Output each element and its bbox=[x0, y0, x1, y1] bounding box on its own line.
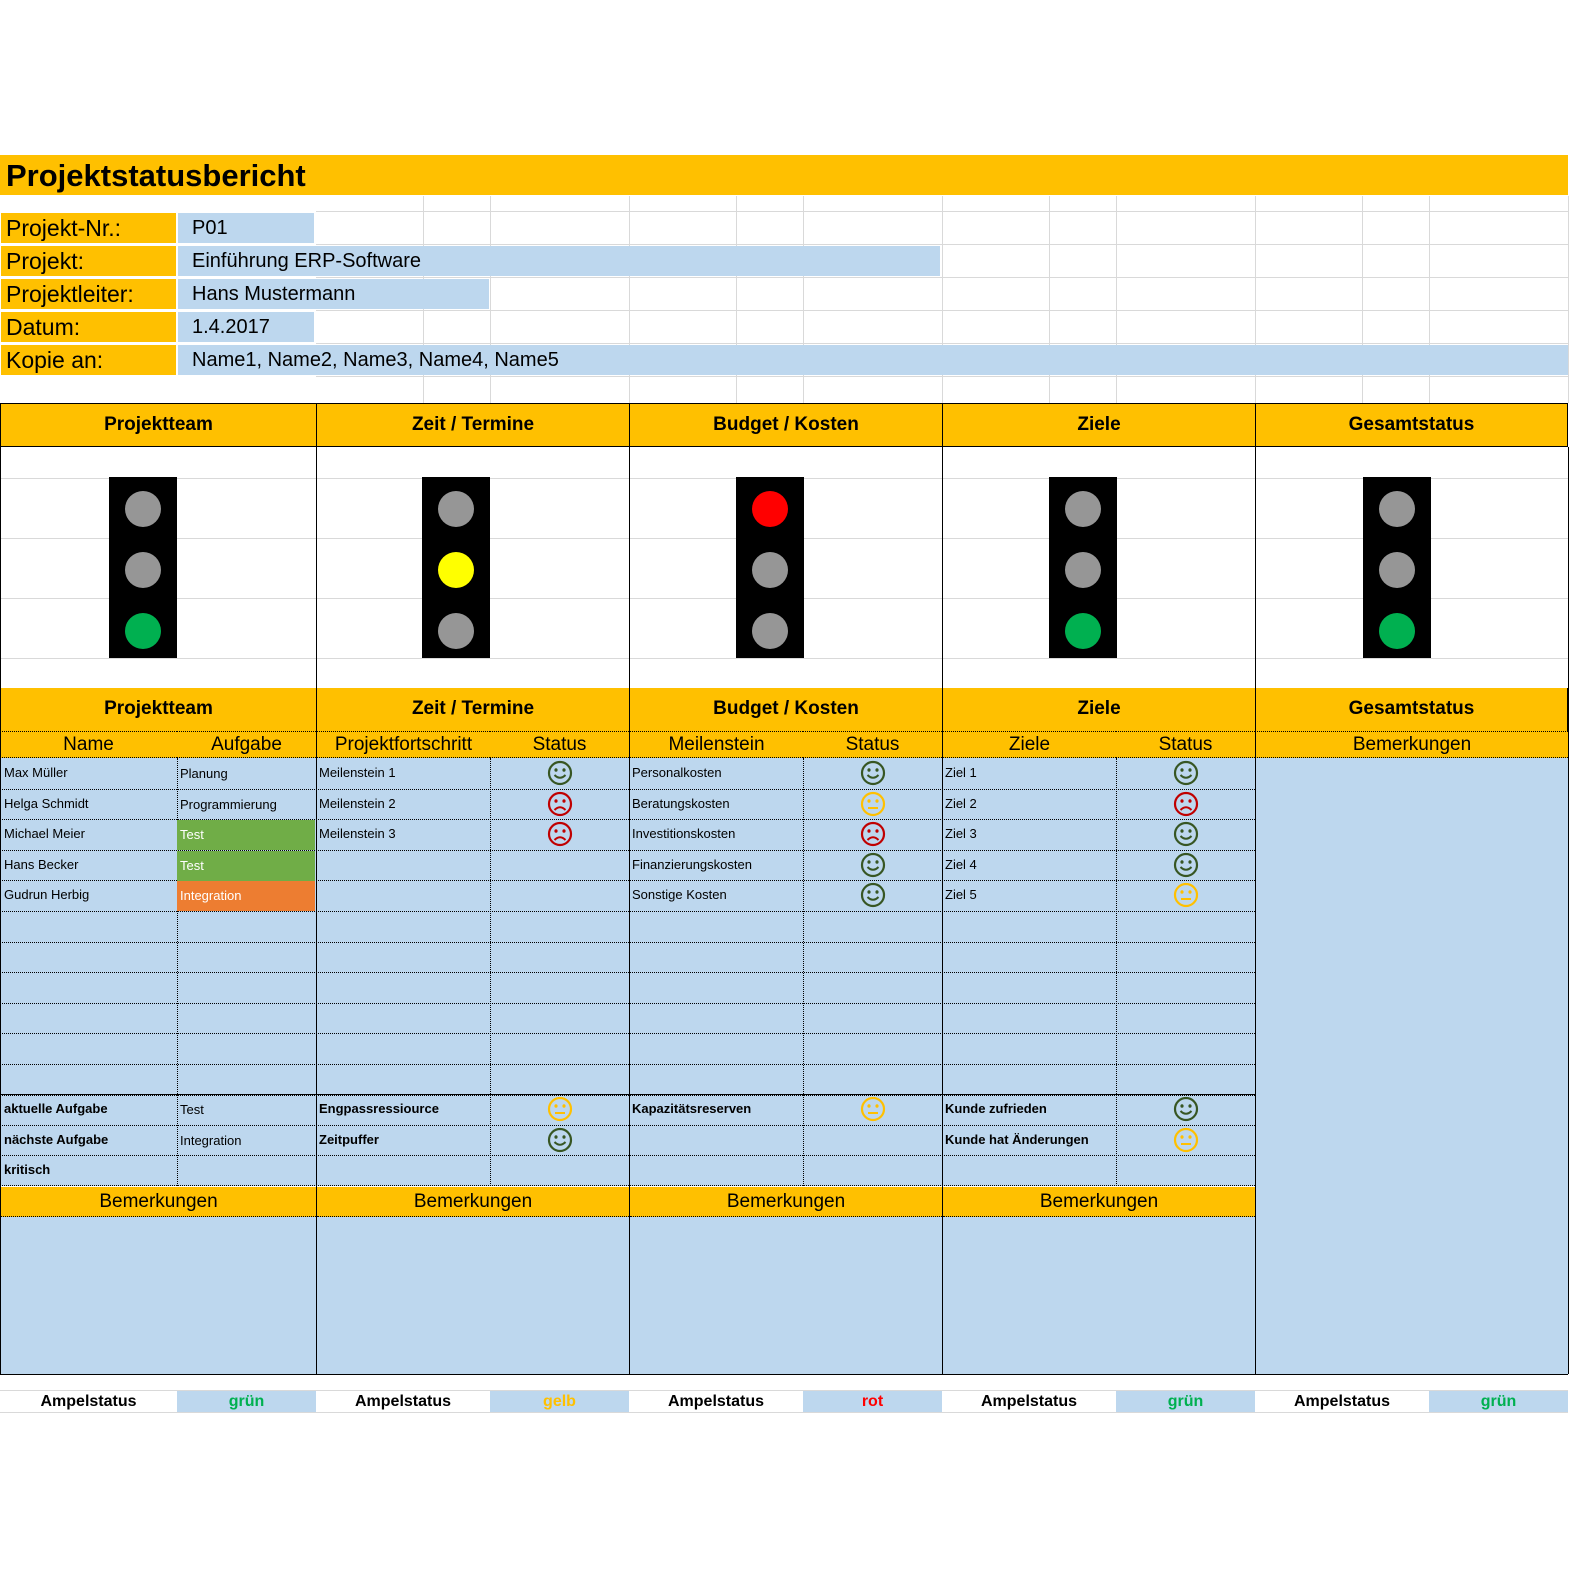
section-divider bbox=[1255, 688, 1256, 1374]
status-cell bbox=[1117, 819, 1254, 849]
section-divider bbox=[1568, 688, 1569, 1374]
cost-label bbox=[629, 789, 802, 819]
row-line bbox=[0, 942, 1255, 943]
ampel-status-value bbox=[177, 1391, 316, 1412]
info-value-text: Einführung ERP-Software bbox=[192, 250, 422, 272]
team-member-task-text: Planung bbox=[180, 766, 228, 781]
row-line bbox=[0, 972, 1255, 973]
cost-label bbox=[629, 880, 802, 910]
ampel-status-label bbox=[942, 1391, 1116, 1412]
lamp-green bbox=[125, 613, 161, 649]
traffic-header bbox=[942, 403, 1255, 447]
info-label bbox=[1, 246, 176, 276]
cost-label-text: Finanzierungskosten bbox=[632, 857, 752, 872]
lamp-red bbox=[752, 491, 788, 527]
traffic-header bbox=[1255, 403, 1568, 447]
neutral-smiley-icon bbox=[1173, 1127, 1199, 1153]
title-bar bbox=[0, 155, 1568, 195]
cost-label bbox=[629, 819, 802, 849]
detail-header bbox=[1255, 688, 1568, 732]
info-label bbox=[1, 213, 176, 243]
column-header bbox=[490, 731, 629, 758]
summary-label bbox=[1, 1155, 176, 1185]
section-divider bbox=[0, 447, 1, 688]
summary-label-text: Kunde zufrieden bbox=[945, 1101, 1047, 1116]
status-cell bbox=[804, 850, 941, 880]
column-header-label: Aufgabe bbox=[211, 734, 282, 755]
traffic-header bbox=[0, 403, 316, 447]
summary-label-text: Kapazitätsreserven bbox=[632, 1101, 752, 1116]
team-member-name bbox=[1, 850, 176, 880]
ampel-status-label-text: Ampelstatus bbox=[980, 1393, 1078, 1410]
summary-label bbox=[316, 1125, 489, 1155]
remarks-area[interactable] bbox=[1, 1217, 316, 1374]
team-member-task bbox=[177, 759, 315, 789]
happy-smiley-icon bbox=[860, 760, 886, 786]
info-label-text: Kopie an: bbox=[6, 347, 104, 373]
cost-label bbox=[629, 850, 802, 880]
cost-label-text: Investitionskosten bbox=[632, 826, 736, 841]
row-line bbox=[0, 1064, 1255, 1065]
traffic-light bbox=[109, 477, 177, 658]
goal-label bbox=[942, 850, 1115, 880]
summary-label bbox=[1, 1094, 176, 1124]
goal-label bbox=[942, 880, 1115, 910]
status-cell bbox=[491, 1094, 628, 1124]
row-line bbox=[0, 911, 1255, 912]
summary-label-text: kritisch bbox=[4, 1162, 51, 1177]
status-cell bbox=[491, 1125, 628, 1155]
detail-header-label: Budget / Kosten bbox=[713, 698, 859, 719]
ampel-status-value bbox=[803, 1391, 942, 1412]
traffic-light bbox=[422, 477, 490, 658]
info-value-text: P01 bbox=[192, 217, 228, 239]
ampel-status-value bbox=[1116, 1391, 1255, 1412]
neutral-smiley-icon bbox=[547, 1096, 573, 1122]
team-member-name-text: Hans Becker bbox=[4, 857, 79, 872]
summary-label bbox=[942, 1125, 1115, 1155]
happy-smiley-icon bbox=[860, 882, 886, 908]
column-header bbox=[803, 731, 942, 758]
summary-value bbox=[177, 1156, 315, 1186]
column-header-label: Meilenstein bbox=[668, 734, 765, 755]
column-header-label: Name bbox=[63, 734, 114, 755]
remarks-header bbox=[943, 1187, 1255, 1217]
remarks-area[interactable] bbox=[317, 1217, 629, 1374]
neutral-smiley-icon bbox=[1173, 882, 1199, 908]
status-cell bbox=[1117, 850, 1254, 880]
status-cell bbox=[1117, 789, 1254, 819]
status-cell bbox=[804, 880, 941, 910]
happy-smiley-icon bbox=[1173, 760, 1199, 786]
traffic-header bbox=[316, 403, 629, 447]
ampel-status-value-text: grün bbox=[1480, 1393, 1517, 1410]
ampel-status-value-text: grün bbox=[228, 1393, 265, 1410]
status-cell bbox=[1117, 1125, 1254, 1155]
lamp-off bbox=[438, 613, 474, 649]
detail-header-label: Projektteam bbox=[104, 698, 213, 719]
column-header bbox=[177, 731, 316, 758]
cell-gridline bbox=[0, 1412, 1568, 1413]
team-member-name-text: Max Müller bbox=[4, 765, 68, 780]
summary-label-text: aktuelle Aufgabe bbox=[4, 1101, 108, 1116]
detail-header-label: Gesamtstatus bbox=[1348, 698, 1475, 719]
detail-header bbox=[316, 688, 629, 732]
lamp-off bbox=[438, 491, 474, 527]
lamp-off bbox=[1379, 552, 1415, 588]
cost-label-text: Personalkosten bbox=[632, 765, 722, 780]
team-member-task bbox=[177, 790, 315, 820]
info-value-field[interactable] bbox=[178, 279, 489, 309]
lamp-green bbox=[1379, 613, 1415, 649]
info-label-text: Datum: bbox=[6, 314, 81, 340]
summary-value bbox=[177, 1126, 315, 1156]
column-header bbox=[0, 731, 177, 758]
milestone-label bbox=[316, 758, 489, 788]
info-value-text: Hans Mustermann bbox=[192, 283, 356, 305]
ampel-status-label-text: Ampelstatus bbox=[1293, 1393, 1391, 1410]
milestone-label-text: Meilenstein 3 bbox=[319, 826, 396, 841]
team-member-name bbox=[1, 819, 176, 849]
milestone-label bbox=[316, 789, 489, 819]
cost-label-text: Sonstige Kosten bbox=[632, 887, 727, 902]
goal-label-text: Ziel 4 bbox=[945, 857, 977, 872]
goal-label-text: Ziel 3 bbox=[945, 826, 977, 841]
ampel-status-value-text: rot bbox=[861, 1393, 884, 1410]
milestone-label bbox=[316, 819, 489, 849]
traffic-header bbox=[629, 403, 942, 447]
remarks-header-label: Bemerkungen bbox=[726, 1191, 846, 1212]
traffic-light bbox=[736, 477, 804, 658]
team-member-name-text: Helga Schmidt bbox=[4, 796, 89, 811]
status-cell bbox=[491, 758, 628, 788]
remarks-area[interactable] bbox=[943, 1217, 1255, 1374]
team-member-name-text: Michael Meier bbox=[4, 826, 85, 841]
cost-label-text: Beratungskosten bbox=[632, 796, 730, 811]
column-header bbox=[942, 731, 1116, 758]
lamp-off bbox=[752, 613, 788, 649]
neutral-smiley-icon bbox=[860, 1096, 886, 1122]
info-label-text: Projektleiter: bbox=[6, 281, 134, 307]
info-label bbox=[1, 279, 176, 309]
summary-label bbox=[316, 1094, 489, 1124]
detail-header-label: Zeit / Termine bbox=[411, 698, 535, 719]
team-member-task-text: Test bbox=[180, 858, 204, 873]
happy-smiley-icon bbox=[1173, 852, 1199, 878]
sad-smiley-icon bbox=[547, 791, 573, 817]
lamp-off bbox=[1065, 552, 1101, 588]
ampel-status-label-text: Ampelstatus bbox=[354, 1393, 452, 1410]
ampel-status-label-text: Ampelstatus bbox=[667, 1393, 765, 1410]
summary-label-text: Zeitpuffer bbox=[319, 1132, 379, 1147]
ampel-status-value bbox=[490, 1391, 629, 1412]
summary-value bbox=[177, 1095, 315, 1125]
lamp-off bbox=[125, 552, 161, 588]
column-header bbox=[629, 731, 803, 758]
sad-smiley-icon bbox=[547, 821, 573, 847]
column-header-label: Bemerkungen bbox=[1352, 734, 1472, 755]
traffic-header-label: Zeit / Termine bbox=[411, 414, 535, 435]
status-cell bbox=[491, 819, 628, 849]
overall-remarks-area[interactable] bbox=[1256, 758, 1568, 1374]
remarks-header-label: Bemerkungen bbox=[99, 1191, 218, 1212]
info-label bbox=[1, 312, 176, 342]
ampel-status-value-text: gelb bbox=[543, 1393, 576, 1410]
team-member-task-text: Integration bbox=[180, 888, 242, 903]
summary-value-text: Test bbox=[180, 1102, 204, 1117]
page-title: Projektstatusbericht bbox=[6, 158, 306, 193]
info-value-text: 1.4.2017 bbox=[192, 316, 270, 338]
team-member-task-text: Programmierung bbox=[180, 797, 277, 812]
ampel-status-label bbox=[629, 1391, 803, 1412]
summary-label bbox=[1, 1125, 176, 1155]
lamp-off bbox=[1065, 491, 1101, 527]
detail-header bbox=[0, 688, 316, 732]
traffic-header-label: Budget / Kosten bbox=[713, 414, 859, 435]
milestone-label-text: Meilenstein 2 bbox=[319, 796, 396, 811]
info-value-text: Name1, Name2, Name3, Name4, Name5 bbox=[192, 349, 559, 371]
column-header bbox=[316, 731, 490, 758]
happy-smiley-icon bbox=[547, 760, 573, 786]
traffic-light bbox=[1363, 477, 1431, 658]
column-header bbox=[1116, 731, 1255, 758]
status-cell bbox=[491, 789, 628, 819]
lamp-yellow bbox=[438, 552, 474, 588]
lamp-off bbox=[1379, 491, 1415, 527]
ampel-status-label bbox=[1255, 1391, 1429, 1412]
column-header-label: Ziele bbox=[1008, 734, 1051, 755]
section-divider bbox=[316, 447, 317, 688]
info-value-field[interactable] bbox=[178, 246, 940, 276]
remarks-header bbox=[1, 1187, 316, 1217]
column-header-label: Projektfortschritt bbox=[334, 734, 473, 755]
happy-smiley-icon bbox=[860, 852, 886, 878]
section-divider bbox=[942, 447, 943, 688]
lamp-off bbox=[125, 491, 161, 527]
ampel-status-value-text: grün bbox=[1167, 1393, 1204, 1410]
happy-smiley-icon bbox=[547, 1127, 573, 1153]
remarks-header-label: Bemerkungen bbox=[413, 1191, 533, 1212]
goal-label-text: Ziel 1 bbox=[945, 765, 977, 780]
ampel-status-label bbox=[316, 1391, 490, 1412]
team-member-name bbox=[1, 758, 176, 788]
summary-value-text: Integration bbox=[180, 1133, 242, 1148]
team-member-task bbox=[177, 820, 315, 850]
ampel-status-label bbox=[0, 1391, 177, 1412]
row-line bbox=[0, 1033, 1255, 1034]
detail-header-label: Ziele bbox=[1077, 698, 1121, 719]
section-divider bbox=[0, 1374, 1568, 1375]
status-cell bbox=[1117, 758, 1254, 788]
remarks-area[interactable] bbox=[630, 1217, 942, 1374]
row-line bbox=[0, 1003, 1255, 1004]
status-cell bbox=[804, 819, 941, 849]
info-value-field[interactable] bbox=[178, 312, 314, 342]
team-member-task-text: Test bbox=[180, 827, 204, 842]
section-divider bbox=[1568, 447, 1569, 688]
status-cell bbox=[1117, 880, 1254, 910]
traffic-light bbox=[1049, 477, 1117, 658]
goal-label bbox=[942, 758, 1115, 788]
column-header-label: Status bbox=[532, 734, 587, 755]
traffic-header-label: Projektteam bbox=[104, 414, 213, 435]
remarks-header bbox=[317, 1187, 629, 1217]
summary-label-text: Kunde hat Änderungen bbox=[945, 1132, 1089, 1147]
column-header-label: Status bbox=[1158, 734, 1213, 755]
sad-smiley-icon bbox=[860, 821, 886, 847]
team-member-task bbox=[177, 881, 315, 911]
cost-label bbox=[629, 758, 802, 788]
milestone-label-text: Meilenstein 1 bbox=[319, 765, 396, 780]
detail-header bbox=[629, 688, 942, 732]
info-value-field[interactable] bbox=[178, 213, 314, 243]
team-member-task bbox=[177, 851, 315, 881]
lamp-off bbox=[752, 552, 788, 588]
info-label-text: Projekt: bbox=[6, 248, 84, 274]
status-cell bbox=[804, 1094, 941, 1124]
traffic-header-label: Ziele bbox=[1077, 414, 1121, 435]
team-member-name-text: Gudrun Herbig bbox=[4, 887, 90, 902]
goal-label bbox=[942, 789, 1115, 819]
goal-label-text: Ziel 5 bbox=[945, 887, 977, 902]
happy-smiley-icon bbox=[1173, 1096, 1199, 1122]
status-cell bbox=[804, 758, 941, 788]
detail-header bbox=[942, 688, 1255, 732]
cell-gridline bbox=[1568, 196, 1569, 403]
happy-smiley-icon bbox=[1173, 821, 1199, 847]
remarks-header-label: Bemerkungen bbox=[1039, 1191, 1159, 1212]
team-member-name bbox=[1, 789, 176, 819]
team-member-name bbox=[1, 880, 176, 910]
summary-label-text: Engpassressiource bbox=[319, 1101, 439, 1116]
info-label bbox=[1, 345, 176, 375]
section-divider bbox=[1255, 447, 1256, 688]
goal-label-text: Ziel 2 bbox=[945, 796, 977, 811]
status-cell bbox=[804, 789, 941, 819]
goal-label bbox=[942, 819, 1115, 849]
column-header bbox=[1255, 731, 1568, 758]
ampel-status-value bbox=[1429, 1391, 1568, 1412]
summary-label-text: nächste Aufgabe bbox=[4, 1132, 109, 1147]
cell-gridline bbox=[0, 658, 1568, 659]
column-header-label: Status bbox=[845, 734, 900, 755]
summary-label bbox=[942, 1094, 1115, 1124]
info-label-text: Projekt-Nr.: bbox=[6, 215, 122, 241]
section-divider bbox=[629, 447, 630, 688]
remarks-header bbox=[630, 1187, 942, 1217]
ampel-status-label-text: Ampelstatus bbox=[40, 1393, 137, 1410]
neutral-smiley-icon bbox=[860, 791, 886, 817]
traffic-header-label: Gesamtstatus bbox=[1348, 414, 1475, 435]
info-value-field[interactable] bbox=[178, 345, 1568, 375]
lamp-green bbox=[1065, 613, 1101, 649]
sad-smiley-icon bbox=[1173, 791, 1199, 817]
summary-label bbox=[629, 1094, 802, 1124]
status-cell bbox=[1117, 1094, 1254, 1124]
